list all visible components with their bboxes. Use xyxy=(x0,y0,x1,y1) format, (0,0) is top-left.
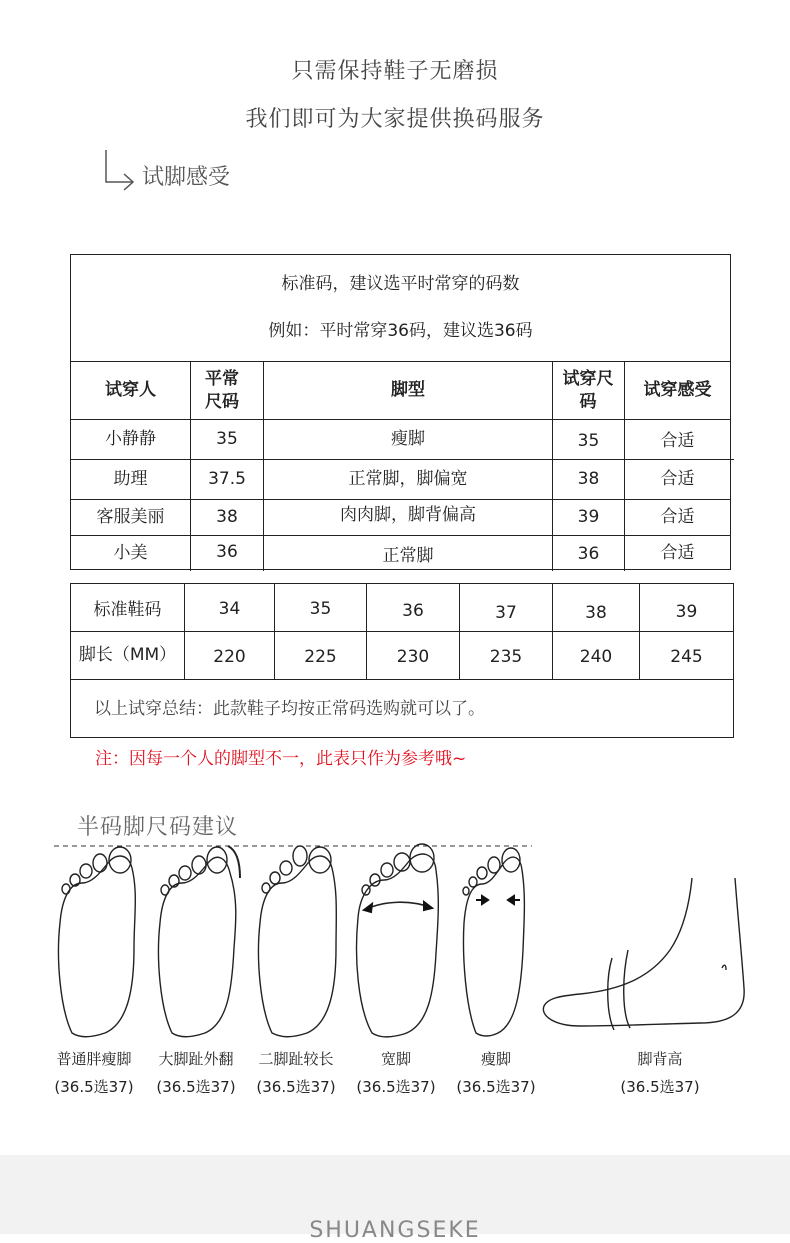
table-cell: 38 xyxy=(216,507,238,528)
length-cell: 225 xyxy=(304,647,337,668)
foot-size: (36.5选37) xyxy=(620,1078,700,1096)
foot-long-second-toe-icon xyxy=(259,846,337,1037)
foot-label: 二脚趾较长 xyxy=(258,1050,334,1068)
col-header-usual-size: 平常尺码 xyxy=(205,369,239,412)
col-header-tester: 试穿人 xyxy=(105,380,156,401)
table-cell: 合适 xyxy=(660,542,695,563)
foot-label: 大脚趾外翻 xyxy=(158,1050,234,1068)
table-cell: 合适 xyxy=(660,507,695,528)
table-cell: 合适 xyxy=(660,469,695,490)
col-header-trial-size: 试穿尺码 xyxy=(562,369,614,412)
foot-size: (36.5选37) xyxy=(256,1078,336,1096)
feet-illustration xyxy=(0,838,790,1048)
trial-intro-2: 例如：平时常穿36码，建议选36码 xyxy=(268,320,533,341)
length-row-label: 脚长（MM） xyxy=(78,645,177,666)
table-cell: 35 xyxy=(577,431,600,452)
table-cell: 36 xyxy=(216,541,238,562)
foot-label: 普通胖瘦脚 xyxy=(56,1050,132,1068)
table-cell: 助理 xyxy=(113,469,148,490)
size-cell: 38 xyxy=(585,603,607,624)
table-cell: 35 xyxy=(216,429,238,450)
foot-slim-icon xyxy=(463,848,524,1036)
foot-size: (36.5选37) xyxy=(456,1078,536,1096)
section-title-trial: 试脚感受 xyxy=(142,165,231,190)
foot-label: 瘦脚 xyxy=(480,1050,511,1068)
foot-high-instep-icon xyxy=(543,878,744,1030)
length-cell: 220 xyxy=(213,647,246,668)
table-cell: 39 xyxy=(577,507,600,528)
trial-intro-1: 标准码，建议选平时常穿的码数 xyxy=(281,273,520,294)
table-cell: 小静静 xyxy=(105,429,156,450)
turn-arrow-icon xyxy=(100,146,140,192)
length-cell: 245 xyxy=(670,647,703,668)
col-header-foot-type: 脚型 xyxy=(391,380,425,401)
table-cell: 38 xyxy=(577,469,600,490)
table-cell: 37.5 xyxy=(208,469,246,490)
size-cell: 35 xyxy=(309,599,332,620)
foot-bunion-icon xyxy=(159,846,241,1037)
size-cell: 34 xyxy=(218,599,241,620)
length-cell: 240 xyxy=(579,647,613,668)
size-table xyxy=(70,583,734,738)
foot-label: 脚背高 xyxy=(637,1050,683,1068)
table-cell: 正常脚 xyxy=(382,545,434,566)
size-cell: 39 xyxy=(675,602,698,623)
brand-text: SHUANGSEKE xyxy=(309,1218,481,1243)
trial-table xyxy=(70,254,731,570)
table-cell: 36 xyxy=(577,543,600,564)
col-header-feeling: 试穿感受 xyxy=(643,380,712,401)
section-title-half-size: 半码脚尺码建议 xyxy=(77,815,239,840)
foot-size: (36.5选37) xyxy=(356,1078,436,1096)
length-cell: 230 xyxy=(396,647,430,668)
foot-wide-icon xyxy=(357,844,439,1037)
header-line-2: 我们即可为大家提供换码服务 xyxy=(245,107,545,132)
table-cell: 客服美丽 xyxy=(96,507,165,528)
header-line-1: 只需保持鞋子无磨损 xyxy=(291,59,499,84)
length-cell: 235 xyxy=(489,647,523,668)
table-cell: 小美 xyxy=(113,542,148,563)
foot-label: 宽脚 xyxy=(380,1050,411,1068)
size-row-label: 标准鞋码 xyxy=(93,600,162,621)
table-cell: 瘦脚 xyxy=(391,429,425,450)
size-cell: 37 xyxy=(495,603,517,624)
table-cell: 合适 xyxy=(660,431,695,452)
foot-size: (36.5选37) xyxy=(156,1078,236,1096)
foot-size: (36.5选37) xyxy=(54,1078,134,1096)
table-cell: 肉肉脚，脚背偏高 xyxy=(340,505,476,526)
table-cell: 正常脚，脚偏宽 xyxy=(348,469,468,490)
size-cell: 36 xyxy=(402,601,424,622)
note-text: 注：因每一个人的脚型不一，此表只作为参考哦~ xyxy=(95,749,467,769)
size-summary: 以上试穿总结：此款鞋子均按正常码选购就可以了。 xyxy=(94,698,485,719)
foot-normal-icon xyxy=(59,847,136,1037)
